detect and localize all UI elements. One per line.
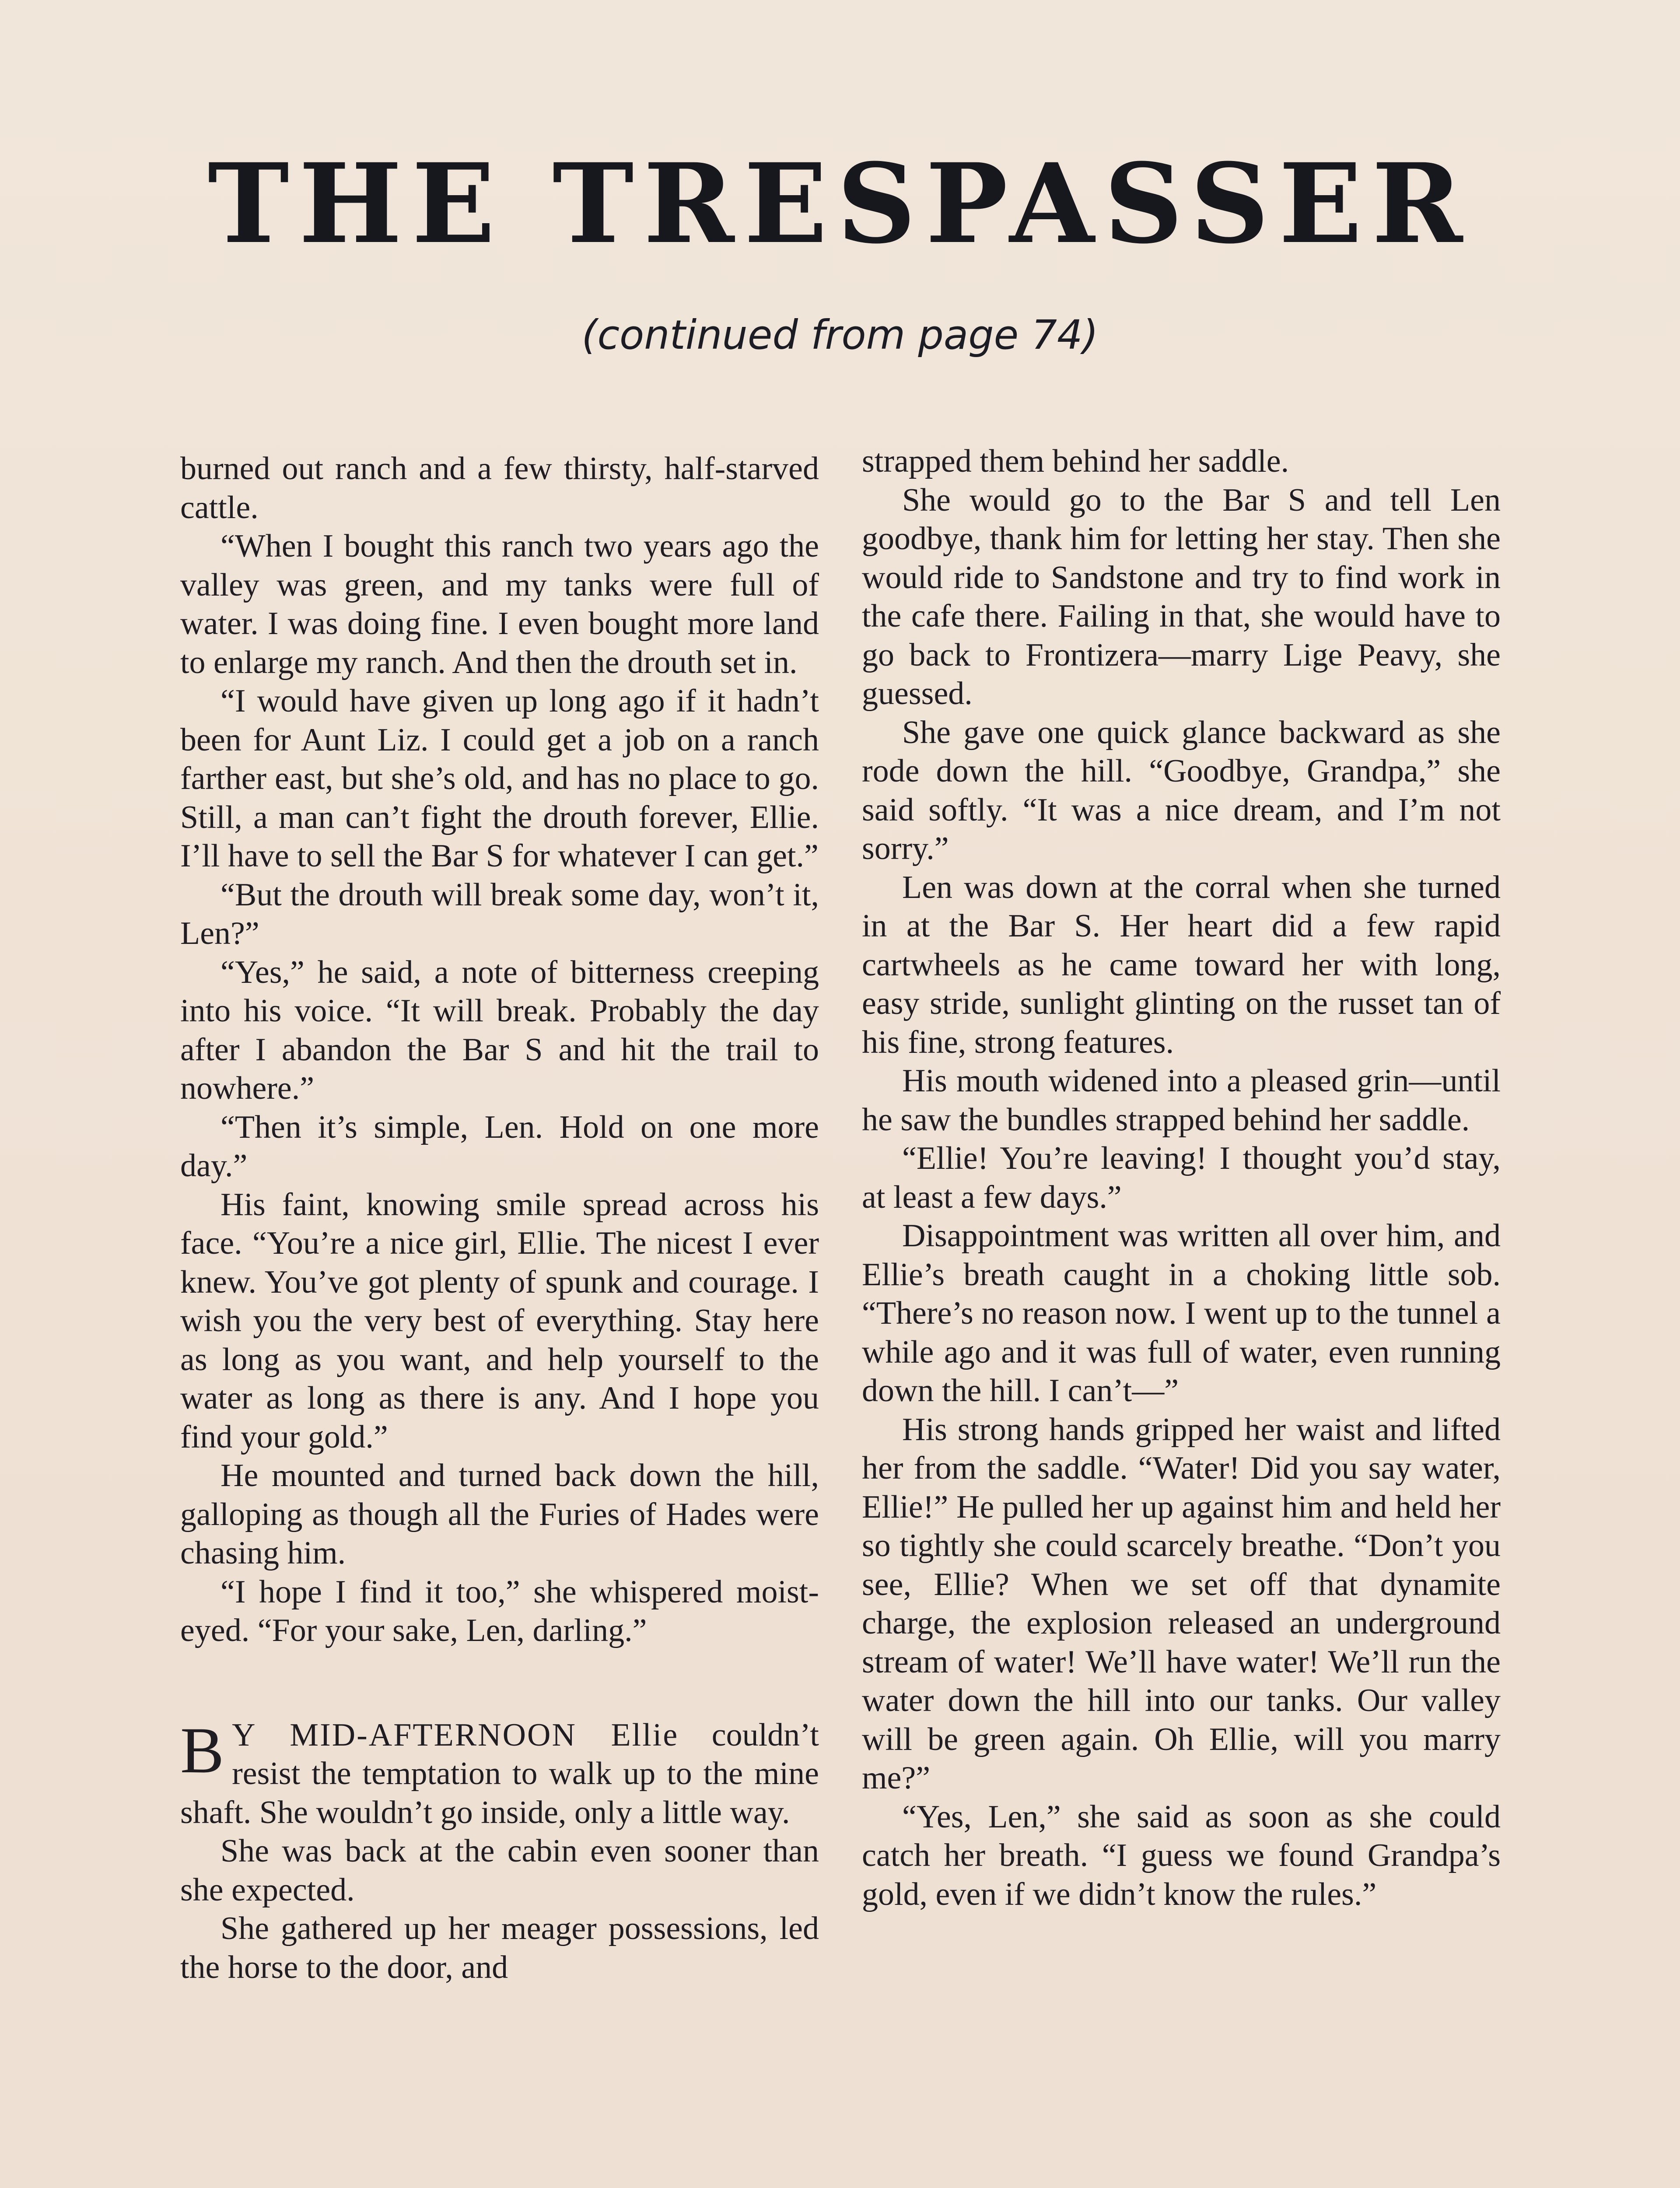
paragraph: “Ellie! You’re leaving! I thought you’d stay, at least a few days.”: [862, 1140, 1501, 1215]
section-opening-paragraph: [180, 1716, 819, 1832]
section-opening-text: couldn’t resist the temptation to walk up to the mine shaft. She wouldn’t go inside, only a little way.: [180, 1717, 819, 1830]
paragraph: “When I bought this ranch two years ago the valley was green, and my tanks were full of water. I was doing fine. I even bought more land to enlarge my ranch. And then the drouth set in.: [180, 528, 819, 680]
paragraph: burned out ranch and a few thirsty, half-starved cattle.: [180, 451, 819, 526]
drop-cap-letter: B: [180, 1714, 224, 1787]
paragraph: “But the drouth will break some day, won’t it, Len?”: [180, 877, 819, 951]
paragraph: His strong hands gripped her waist and lifted her from the saddle. “Water! Did you say water, Ellie!” He pulled her up against him and held her so tightly she could scarcely breathe. “Don’t you see, Ellie? When we set off that dynamite charge, the explosion released an underground stream of water! We’ll have water! We’ll run the water down the hill into our tanks. Our valley will be green again. Oh Ellie, will you marry me?”: [862, 1411, 1501, 1796]
paragraph: “Yes,” he said, a note of bitterness creeping into his voice. “It will break. Probably the day after I abandon the Bar S and hit the trail to nowhere.”: [180, 954, 819, 1106]
paragraph: Len was down at the corral when she turned in at the Bar S. Her heart did a few rapid cartwheels as he came toward her with long, easy stride, sunlight glinting on the russet tan of his fine, strong features.: [862, 869, 1501, 1060]
paragraph: She gave one quick glance backward as she rode down the hill. “Goodbye, Grandpa,” she said softly. “It was a nice dream, and I’m not sorry.”: [862, 714, 1501, 866]
right-text-column: [862, 442, 1501, 1914]
paragraph: “I would have given up long ago if it hadn’t been for Aunt Liz. I could get a job on a ranch farther east, but she’s old, and has no place to go. Still, a man can’t fight the drouth forever, Ellie. I’ll have to sell the Bar S for whatever I can get.”: [180, 683, 819, 874]
paragraph: She gathered up her meager possessions, led the horse to the door, and: [180, 1911, 819, 1985]
paragraph: His faint, knowing smile spread across his face. “You’re a nice girl, Ellie. The nicest I ever knew. You’ve got plenty of spunk and courage. I wish you the very best of everything. Stay here as long as you want, and help yourself to the water as long as there is any. And I hope you find your gold.”: [180, 1186, 819, 1455]
paragraph: His mouth widened into a pleased grin—until he saw the bundles strapped behind her saddle.: [862, 1063, 1501, 1138]
section-lead-in: Y MID-AFTERNOON Ellie: [232, 1717, 679, 1753]
paragraph: “Yes, Len,” she said as soon as she could catch her breath. “I guess we found Grandpa’s gold, even if we didn’t know the rules.”: [862, 1799, 1501, 1912]
continuation-note: (continued from page 74): [581, 312, 1099, 358]
paragraph: She would go to the Bar S and tell Len goodbye, thank him for letting her stay. Then she would ride to Sandstone and try to find work in the cafe there. Failing in that, she would have to go back to Frontizera—marry Lige Peavy, she guessed.: [862, 482, 1501, 712]
left-text-column: [180, 449, 819, 1987]
paragraph: He mounted and turned back down the hill, galloping as though all the Furies of Hades were chasing him.: [180, 1458, 819, 1571]
paragraph: “Then it’s simple, Len. Hold on one more day.”: [180, 1109, 819, 1184]
paragraph: She was back at the cabin even sooner than she expected.: [180, 1833, 819, 1908]
paragraph: Disappointment was written all over him, and Ellie’s breath caught in a choking little sob. “There’s no reason now. I went up to the tunnel a while ago and it was full of water, even running down the hill. I can’t—”: [862, 1218, 1501, 1409]
paragraph: strapped them behind her saddle.: [862, 443, 1289, 479]
story-title: THE TRESPASSER: [207, 139, 1473, 268]
paragraph: “I hope I find it too,” she whispered moist-eyed. “For your sake, Len, darling.”: [180, 1574, 819, 1648]
